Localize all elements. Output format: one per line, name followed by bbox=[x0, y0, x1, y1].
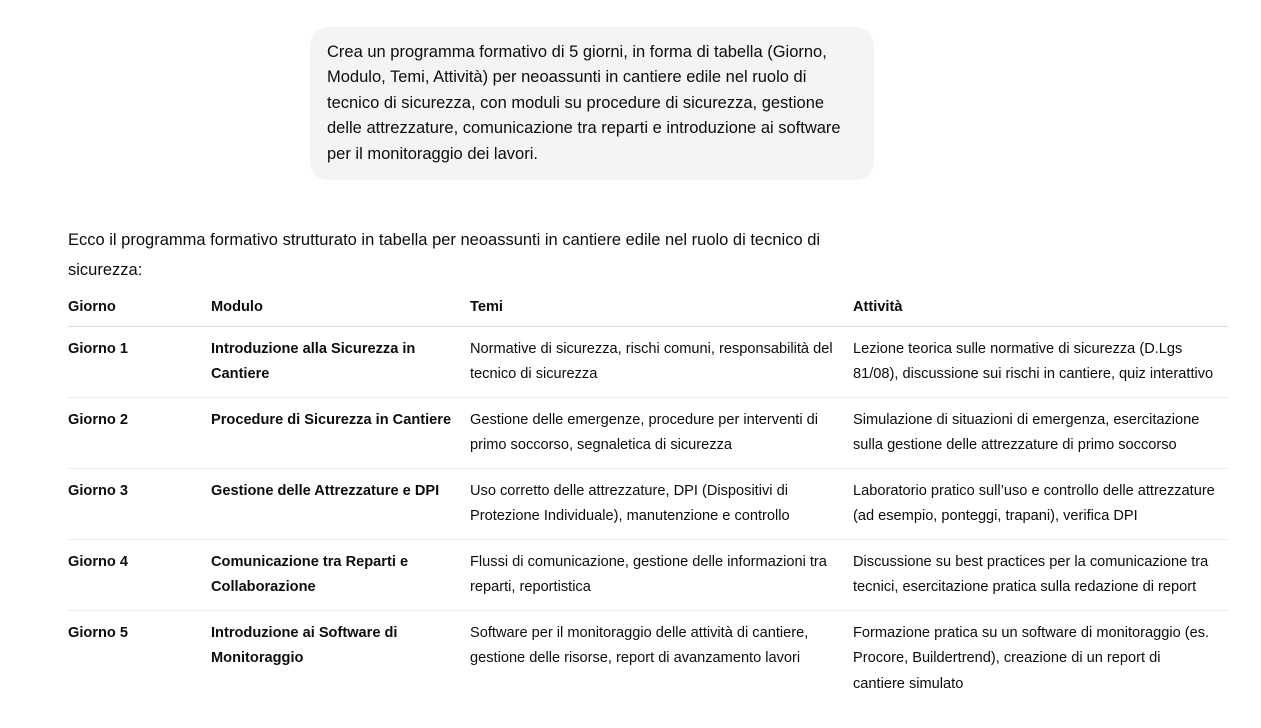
cell-temi: Software per il monitoraggio delle attività di cantiere, gestione delle risorse, report di avanzamento lavori bbox=[470, 624, 809, 666]
cell-attivita: Discussione su best practices per la comunicazione tra tecnici, esercitazione pratica sulla redazione di report bbox=[853, 539, 1228, 610]
header-attivita: Attività bbox=[853, 291, 1228, 326]
header-temi: Temi bbox=[470, 291, 853, 326]
table-row bbox=[68, 326, 1228, 397]
cell-temi: Uso corretto delle attrezzature, DPI (Dispositivi di Protezione Individuale), manutenzione e controllo bbox=[470, 468, 853, 539]
cell-modulo: Gestione delle Attrezzature e DPI bbox=[211, 468, 470, 539]
cell-temi: Normative di sicurezza, rischi comuni, responsabilità del tecnico di sicurezza bbox=[470, 326, 853, 397]
cell-modulo: Introduzione ai Software di Monitoraggio bbox=[211, 624, 398, 666]
table-row bbox=[68, 397, 1228, 468]
cell-attivita: Formazione pratica su un software di monitoraggio (es. Procore, Buildertrend), creazione di un report di cantiere simulato bbox=[853, 624, 1210, 692]
cell-giorno: Giorno 5 bbox=[68, 624, 128, 641]
cell-temi: Gestione delle emergenze, procedure per interventi di primo soccorso, segnaletica di sicurezza bbox=[470, 397, 853, 468]
table-row bbox=[68, 539, 1228, 610]
header-giorno: Giorno bbox=[68, 291, 211, 326]
cell-giorno: Giorno 4 bbox=[68, 539, 211, 610]
cell-attivita: Laboratorio pratico sull’uso e controllo delle attrezzature (ad esempio, ponteggi, trapani), verifica DPI bbox=[853, 468, 1228, 539]
cell-modulo: Introduzione alla Sicurezza in Cantiere bbox=[211, 326, 470, 397]
table-row bbox=[68, 610, 1228, 706]
cell-giorno: Giorno 1 bbox=[68, 326, 211, 397]
cell-modulo: Comunicazione tra Reparti e Collaborazione bbox=[211, 539, 470, 610]
user-message-bubble bbox=[310, 27, 874, 180]
training-program-table bbox=[68, 291, 1228, 706]
cell-attivita: Lezione teorica sulle normative di sicurezza (D.Lgs 81/08), discussione sui rischi in cantiere, quiz interattivo bbox=[853, 326, 1228, 397]
assistant-response bbox=[68, 225, 1228, 706]
cell-giorno: Giorno 2 bbox=[68, 397, 211, 468]
assistant-intro: Ecco il programma formativo strutturato in tabella per neoassunti in cantiere edile nel ruolo di tecnico di sicurezza: bbox=[68, 231, 821, 279]
cell-giorno: Giorno 3 bbox=[68, 468, 211, 539]
cell-attivita: Simulazione di situazioni di emergenza, esercitazione sulla gestione delle attrezzature di primo soccorso bbox=[853, 397, 1228, 468]
cell-temi: Flussi di comunicazione, gestione delle informazioni tra reparti, reportistica bbox=[470, 539, 853, 610]
table-row bbox=[68, 468, 1228, 539]
header-modulo: Modulo bbox=[211, 291, 470, 326]
table-header-row bbox=[68, 291, 1228, 326]
user-message-text: Crea un programma formativo di 5 giorni, in forma di tabella (Giorno, Modulo, Temi, Attività) per neoassunti in cantiere edile nel ruolo di tecnico di sicurezza, con moduli su procedure di sicurezza, gestione delle attrezzature, comunicazione tra reparti e introduzione ai software per il monitoraggio dei lavori. bbox=[327, 43, 841, 163]
cell-modulo: Procedure di Sicurezza in Cantiere bbox=[211, 397, 470, 468]
